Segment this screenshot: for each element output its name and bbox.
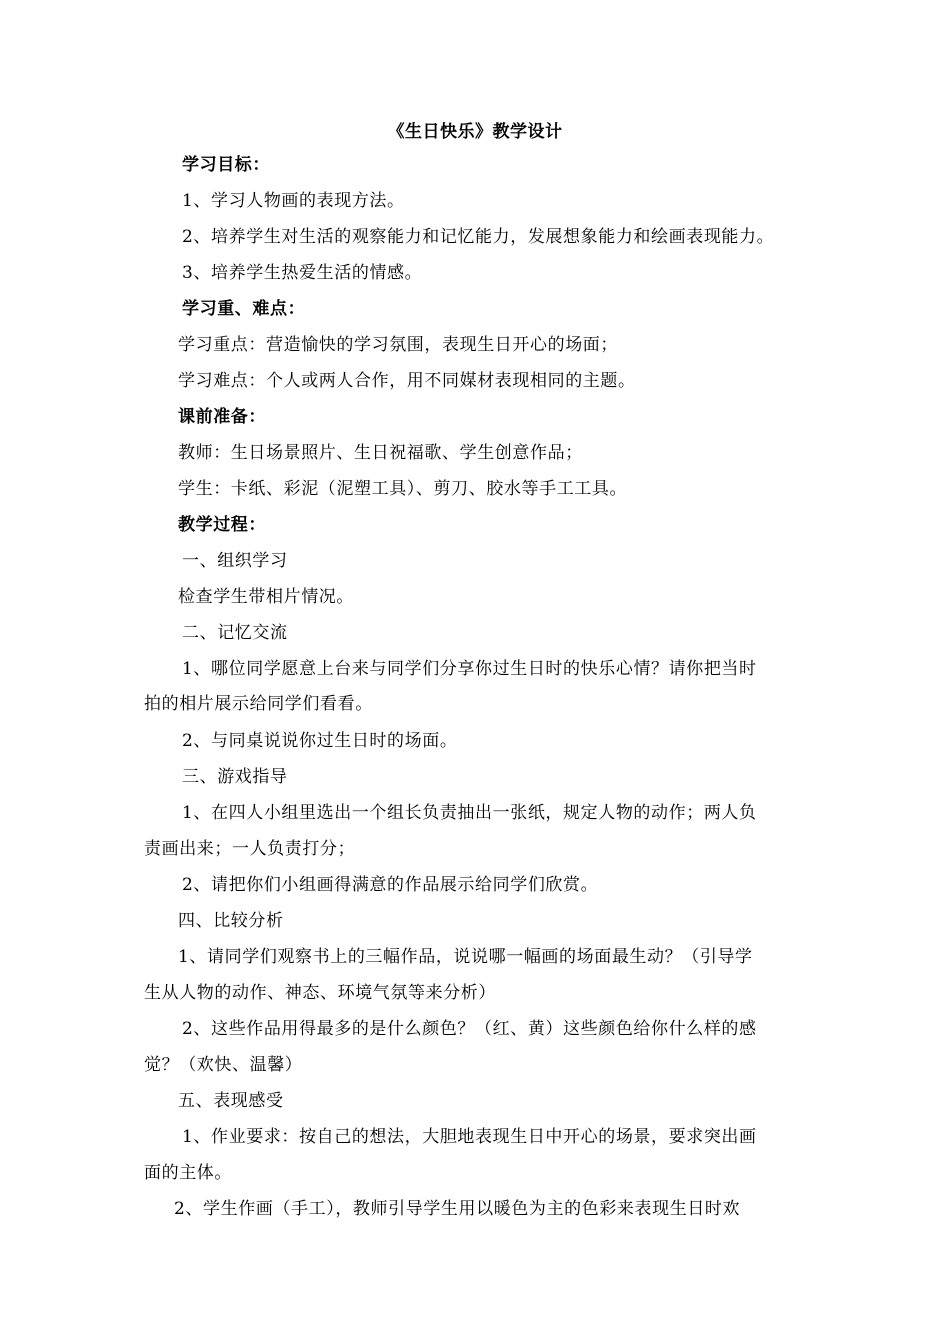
paragraph: 1、请同学们观察书上的三幅作品，说说哪一幅画的场面最生动？（引导学 <box>178 947 753 967</box>
section-title: 二、记忆交流 <box>182 623 288 643</box>
paragraph: 拍的相片展示给同学们看看。 <box>144 694 373 714</box>
preparation-heading: 课前准备： <box>178 407 266 427</box>
section-title: 三、游戏指导 <box>182 767 288 787</box>
process-heading: 教学过程： <box>178 515 266 535</box>
key-points-heading: 学习重、难点： <box>182 299 306 319</box>
paragraph: 1、作业要求：按自己的想法，大胆地表现生日中开心的场景，要求突出画 <box>182 1127 757 1147</box>
paragraph: 2、请把你们小组画得满意的作品展示给同学们欣赏。 <box>182 875 599 895</box>
key-point-text: 学习重点：营造愉快的学习氛围，表现生日开心的场面； <box>178 335 618 355</box>
section-title: 一、组织学习 <box>182 551 288 571</box>
paragraph: 1、在四人小组里选出一个组长负责抽出一张纸，规定人物的动作；两人负 <box>182 803 757 823</box>
section-title: 五、表现感受 <box>178 1091 284 1111</box>
teacher-preparation: 教师：生日场景照片、生日祝福歌、学生创意作品； <box>178 443 583 463</box>
section-title: 四、比较分析 <box>178 911 284 931</box>
paragraph: 面的主体。 <box>144 1163 232 1183</box>
objective-item: 3、培养学生热爱生活的情感。 <box>182 263 423 283</box>
paragraph: 觉？（欢快、温馨） <box>144 1055 303 1075</box>
objective-item: 2、培养学生对生活的观察能力和记忆能力，发展想象能力和绘画表现能力。 <box>182 227 775 247</box>
paragraph: 责画出来；一人负责打分； <box>144 839 356 859</box>
difficulty-text: 学习难点：个人或两人合作，用不同媒材表现相同的主题。 <box>178 371 636 391</box>
paragraph: 检查学生带相片情况。 <box>178 587 354 607</box>
paragraph: 2、这些作品用得最多的是什么颜色？（红、黄）这些颜色给你什么样的感 <box>182 1019 757 1039</box>
objectives-heading: 学习目标： <box>182 155 270 175</box>
paragraph: 生从人物的动作、神态、环境气氛等来分析） <box>144 983 496 1003</box>
paragraph: 2、与同桌说说你过生日时的场面。 <box>182 731 458 751</box>
paragraph: 1、哪位同学愿意上台来与同学们分享你过生日时的快乐心情？请你把当时 <box>182 659 757 679</box>
student-preparation: 学生：卡纸、彩泥（泥塑工具）、剪刀、胶水等手工工具。 <box>178 479 628 499</box>
paragraph: 2、学生作画（手工），教师引导学生用以暖色为主的色彩来表现生日时欢 <box>174 1199 741 1219</box>
objective-item: 1、学习人物画的表现方法。 <box>182 191 405 211</box>
document-title: 《生日快乐》教学设计 <box>387 122 563 142</box>
